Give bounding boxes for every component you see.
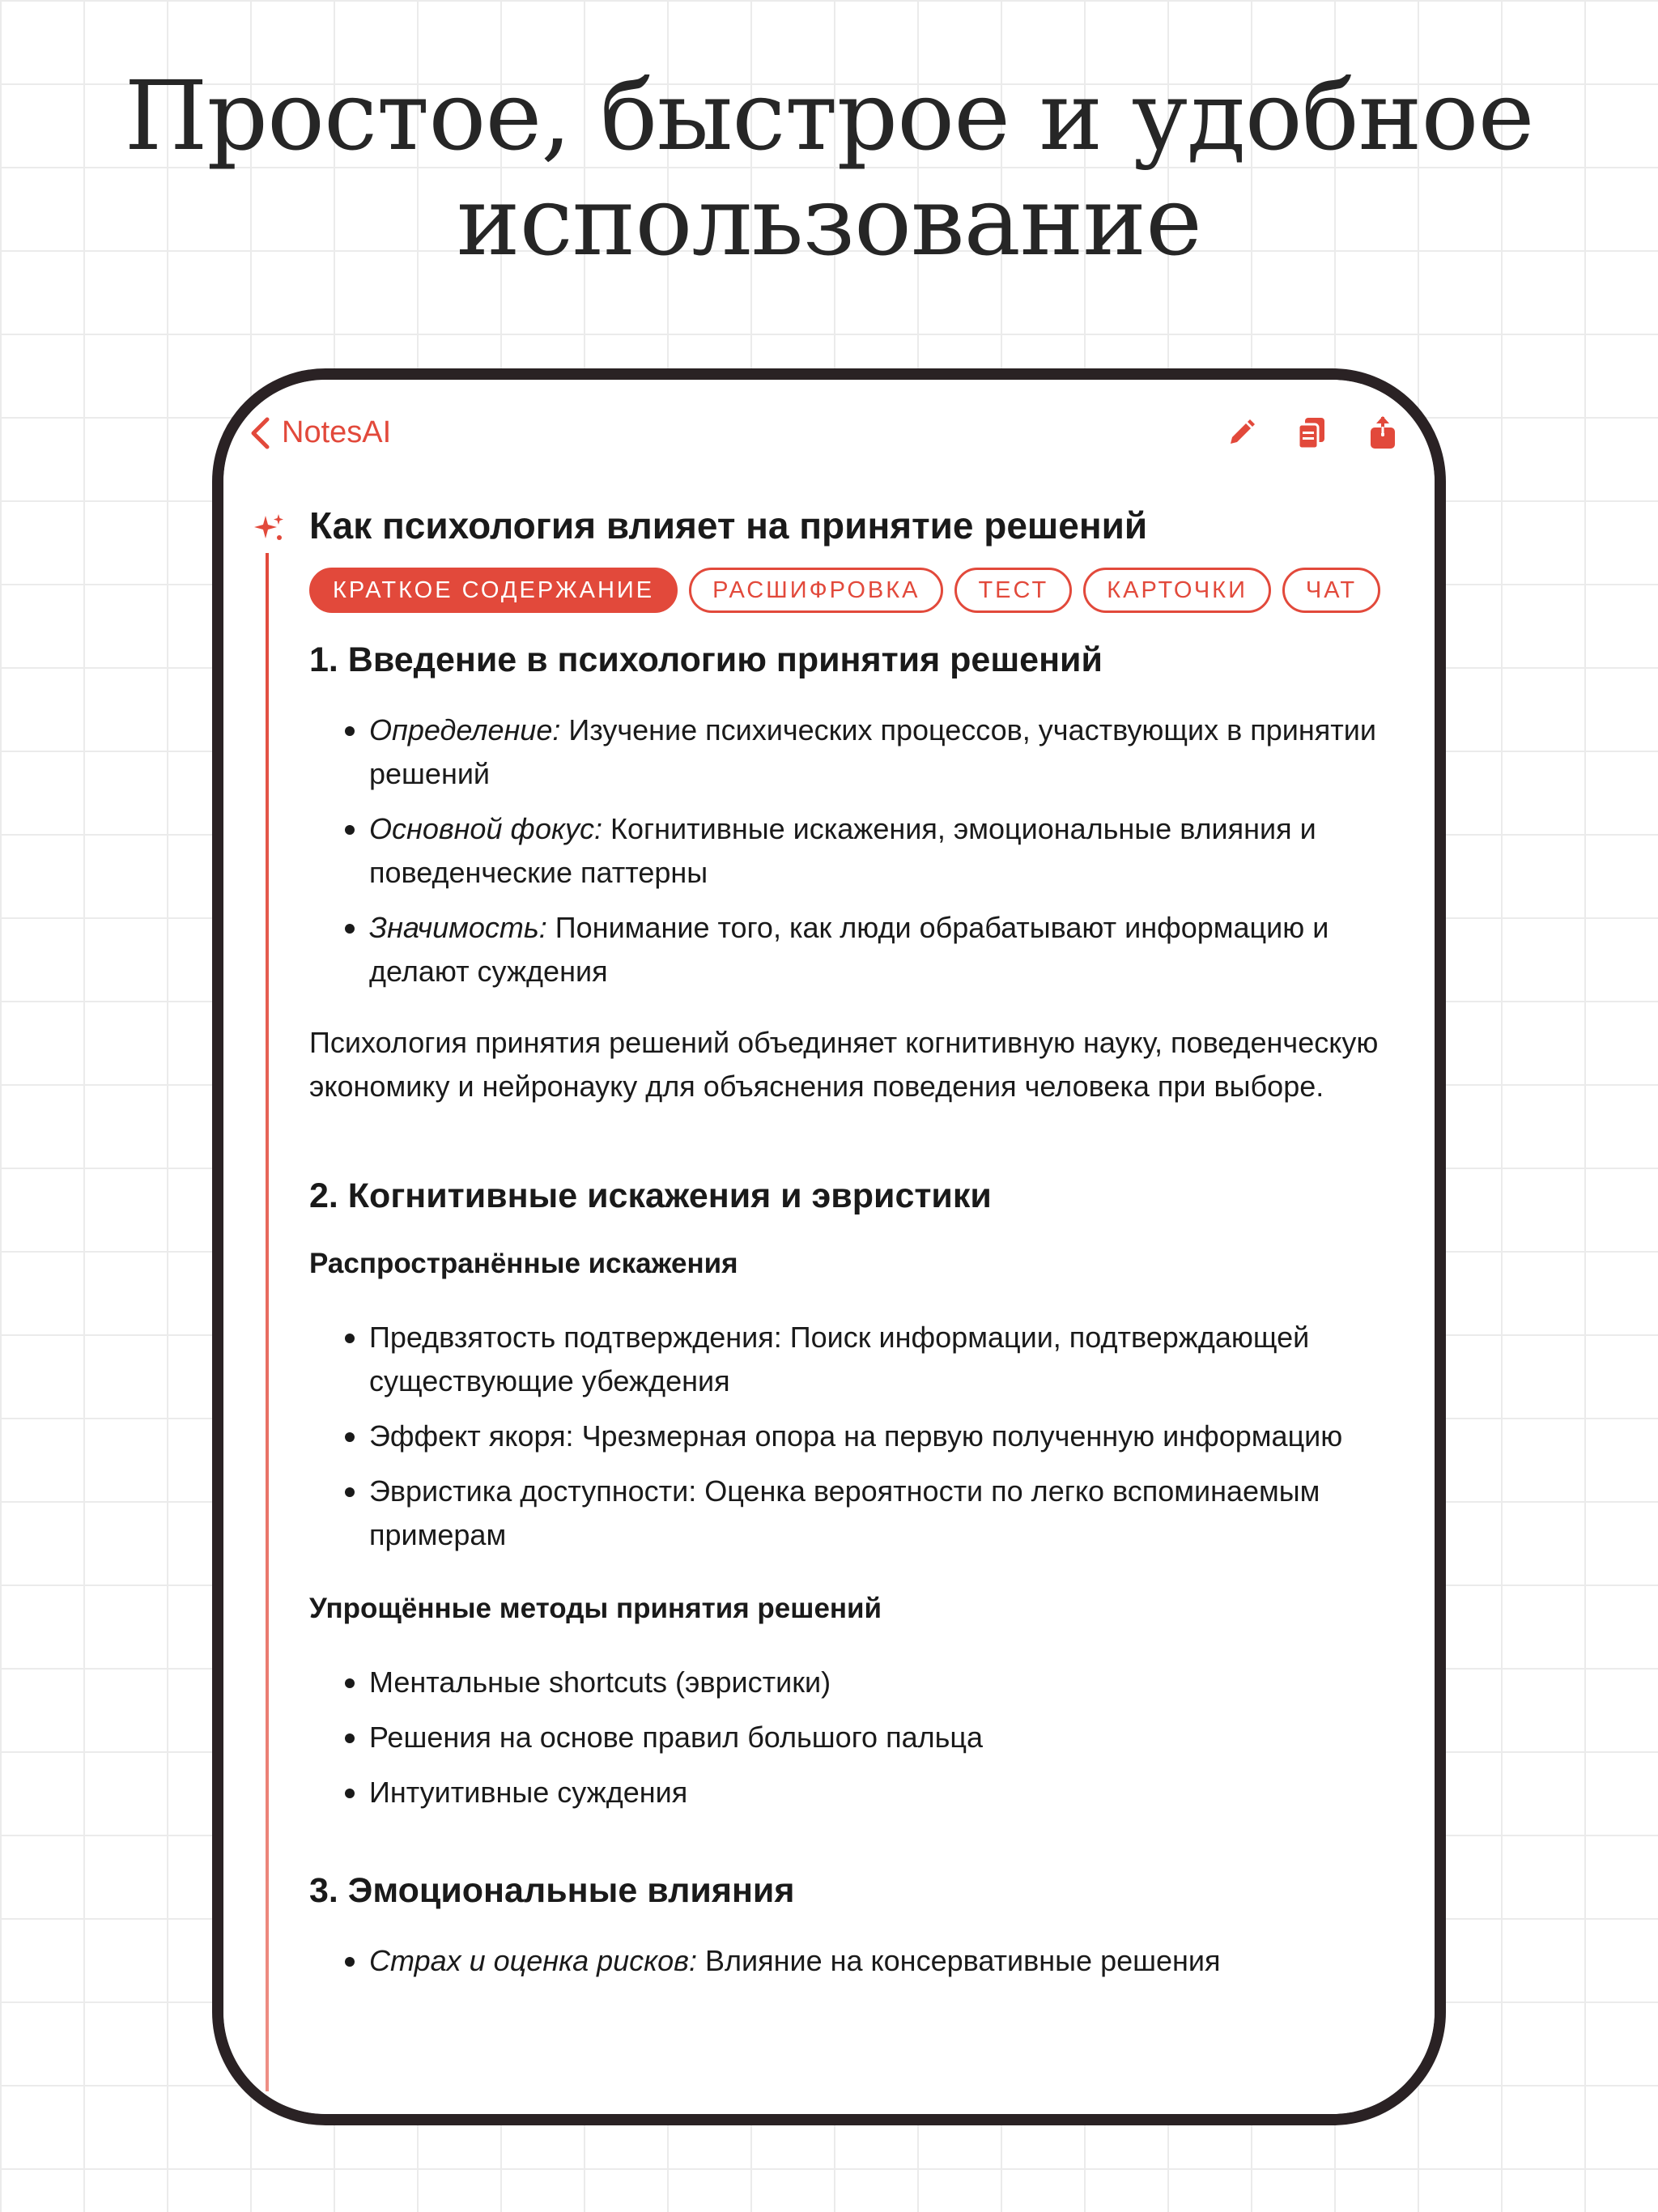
edit-button[interactable]: [1224, 415, 1256, 451]
list-item: Предвзятость подтверждения: Поиск информации, подтверждающей существующие убеждения: [343, 1316, 1386, 1403]
share-button[interactable]: [1367, 415, 1399, 451]
list-item: [343, 906, 1386, 993]
back-button-label: NotesAI: [282, 415, 392, 449]
back-button[interactable]: [249, 415, 391, 450]
section-heading: 3. Эмоциональные влияния: [309, 1871, 795, 1910]
list-item: [343, 807, 1386, 895]
app-screen: [223, 380, 1435, 2114]
note-timeline-bar: [266, 553, 269, 2091]
bullet-term: Страх и оценка рисков:: [369, 1944, 697, 1977]
bullet-term: Определение:: [369, 713, 561, 747]
bullet-list: [309, 1661, 1386, 1814]
pencil-icon: [1224, 416, 1256, 450]
copy-button[interactable]: [1295, 415, 1328, 451]
tablet-frame: [212, 368, 1446, 2125]
bullet-text: Когнитивные искажения, эмоциональные влияния и поведенческие паттерны: [369, 812, 1316, 889]
bullet-list: [309, 1939, 1386, 1983]
list-item: [343, 708, 1386, 796]
list-item: Эвристика доступности: Оценка вероятности по легко вспоминаемым примерам: [343, 1470, 1386, 1557]
tab-flashcards[interactable]: КАРТОЧКИ: [1083, 568, 1271, 613]
tab-summary[interactable]: КРАТКОЕ СОДЕРЖАНИЕ: [309, 568, 678, 613]
section-heading: 2. Когнитивные искажения и эвристики: [309, 1176, 992, 1215]
bullet-text: Влияние на консервативные решения: [696, 1944, 1221, 1977]
section-paragraph: Психология принятия решений объединяет когнитивную науку, поведенческую экономику и нейронауку для объяснения поведения человека при выборе.: [309, 1026, 1379, 1103]
note-content: [309, 501, 1386, 2015]
toolbar-actions: [1224, 415, 1399, 451]
subsection-heading: Распространённые искажения: [309, 1248, 738, 1279]
list-item: Решения на основе правил большого пальца: [343, 1716, 1386, 1759]
copy-icon: [1295, 416, 1328, 450]
bullet-text: Изучение психических процессов, участвующих в принятии решений: [369, 713, 1376, 790]
sparkles-icon: [251, 511, 287, 547]
headline-line-2: использование: [457, 165, 1201, 277]
headline-line-1: Простое, быстрое и удобное: [124, 60, 1534, 172]
list-item: Интуитивные суждения: [343, 1771, 1386, 1814]
tab-chat[interactable]: ЧАТ: [1282, 568, 1380, 613]
list-item: [343, 1939, 1386, 1983]
bullet-list: [309, 1316, 1386, 1557]
list-item: Эффект якоря: Чрезмерная опора на первую полученную информацию: [343, 1414, 1386, 1458]
marketing-headline: [0, 60, 1658, 277]
bullet-term: Значимость:: [369, 911, 547, 944]
tab-transcript[interactable]: РАСШИФРОВКА: [689, 568, 943, 613]
bullet-text: Понимание того, как люди обрабатывают информацию и делают суждения: [369, 911, 1329, 988]
section-heading: 1. Введение в психологию принятия решений: [309, 640, 1103, 679]
bullet-list: [309, 708, 1386, 993]
bullet-term: Основной фокус:: [369, 812, 602, 845]
note-tabs: [309, 568, 1386, 613]
share-icon: [1367, 416, 1399, 450]
chevron-left-icon: [249, 416, 270, 450]
note-title: Как психология влияет на принятие решений: [309, 504, 1148, 547]
list-item: Ментальные shortcuts (эвристики): [343, 1661, 1386, 1704]
tab-quiz[interactable]: ТЕСТ: [954, 568, 1072, 613]
subsection-heading: Упрощённые методы принятия решений: [309, 1593, 882, 1624]
